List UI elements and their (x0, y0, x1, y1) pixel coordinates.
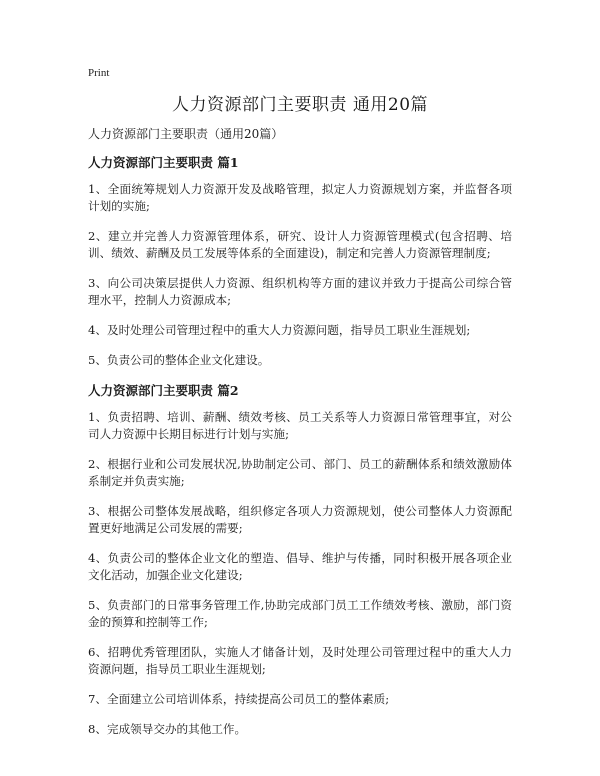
list-item: 5、负责公司的整体企业文化建设。 (88, 353, 270, 367)
list-item: 2、根据行业和公司发展状况,协助制定公司、部门、员工的薪酬体系和绩效激励体系制定并负责实施; (88, 457, 512, 488)
list-item: 8、完成领导交办的其他工作。 (88, 722, 247, 736)
list-item: 1、全面统筹规划人力资源开发及战略管理，拟定人力资源规划方案，并监督各项计划的实施; (88, 182, 512, 213)
list-item: 4、负责公司的整体企业文化的塑造、倡导、维护与传播，同时积极开展各项企业文化活动，加强企业文化建设; (88, 551, 512, 582)
document-subtitle: 人力资源部门主要职责（通用20篇） (88, 127, 284, 141)
print-label: Print (88, 67, 110, 79)
list-item: 1、负责招聘、培训、薪酬、绩效考核、员工关系等人力资源日常管理事宜，对公司人力资源中长期目标进行计划与实施; (88, 410, 512, 441)
section-1 (88, 154, 512, 369)
document-title: 人力资源部门主要职责 通用20篇 (171, 95, 429, 115)
section-2 (88, 382, 512, 738)
list-item: 2、建立并完善人力资源管理体系，研究、设计人力资源管理模式(包含招聘、培训、绩效、薪酬及员工发展等体系的全面建设)，制定和完善人力资源管理制度; (88, 229, 512, 260)
section-heading: 人力资源部门主要职责 篇1 (88, 155, 239, 170)
list-item: 3、向公司决策层提供人力资源、组织机构等方面的建议并致力于提高公司综合管理水平，控制人力资源成本; (88, 276, 512, 307)
list-item: 7、全面建立公司培训体系，持续提高公司员工的整体素质; (88, 692, 390, 706)
list-item: 6、招聘优秀管理团队，实施人才储备计划，及时处理公司管理过程中的重大人力资源问题，指导员工职业生涯规划; (88, 645, 512, 676)
list-item: 3、根据公司整体发展战略，组织修定各项人力资源规划，使公司整体人力资源配置更好地满足公司发展的需要; (88, 504, 512, 535)
section-heading: 人力资源部门主要职责 篇2 (88, 383, 239, 398)
list-item: 4、及时处理公司管理过程中的重大人力资源问题，指导员工职业生涯规划; (88, 323, 471, 337)
list-item: 5、负责部门的日常事务管理工作,协助完成部门员工工作绩效考核、激励，部门资金的预算和控制等工作; (88, 598, 512, 629)
